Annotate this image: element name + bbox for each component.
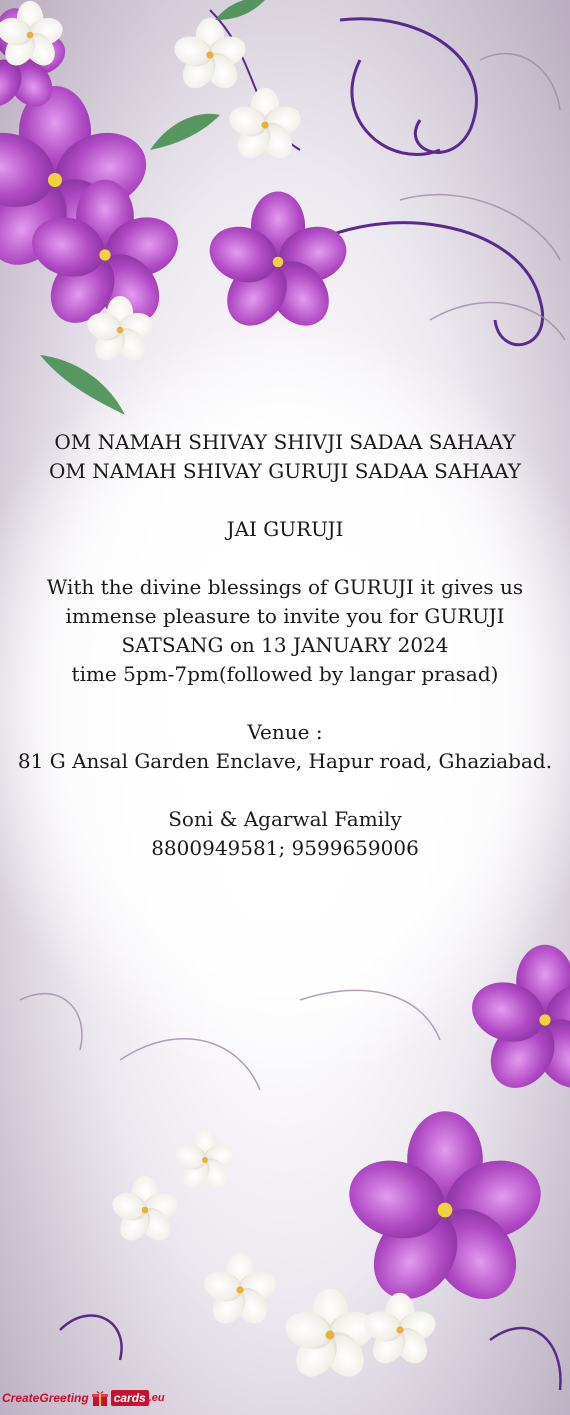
site-logo[interactable]: [2, 1384, 165, 1412]
mantra-line-1: OM NAMAH SHIVAY SHIVJI SADAA SAHAAY: [54, 430, 516, 454]
gift-icon: [91, 1389, 109, 1407]
invitation-text: [0, 428, 570, 863]
message-line-3: SATSANG on 13 JANUARY 2024: [121, 633, 449, 657]
logo-text-part3: .eu: [148, 1392, 165, 1404]
greeting-line: JAI GURUJI: [226, 517, 344, 541]
venue-address: 81 G Ansal Garden Enclave, Hapur road, Ghaziabad.: [17, 749, 553, 773]
logo-text-part2: cards: [111, 1390, 149, 1406]
time-line: time 5pm-7pm(followed by langar prasad): [71, 662, 499, 686]
logo-text-part1: CreateGreeting: [2, 1391, 89, 1405]
message-line-2: immense pleasure to invite you for GURUJI: [65, 604, 505, 628]
contact-phones: 8800949581; 9599659006: [151, 836, 419, 860]
message-line-1: With the divine blessings of GURUJI it gives us: [46, 575, 524, 599]
host-name: Soni & Agarwal Family: [168, 807, 402, 831]
venue-label: Venue :: [247, 720, 323, 744]
mantra-line-2: OM NAMAH SHIVAY GURUJI SADAA SAHAAY: [49, 459, 521, 483]
